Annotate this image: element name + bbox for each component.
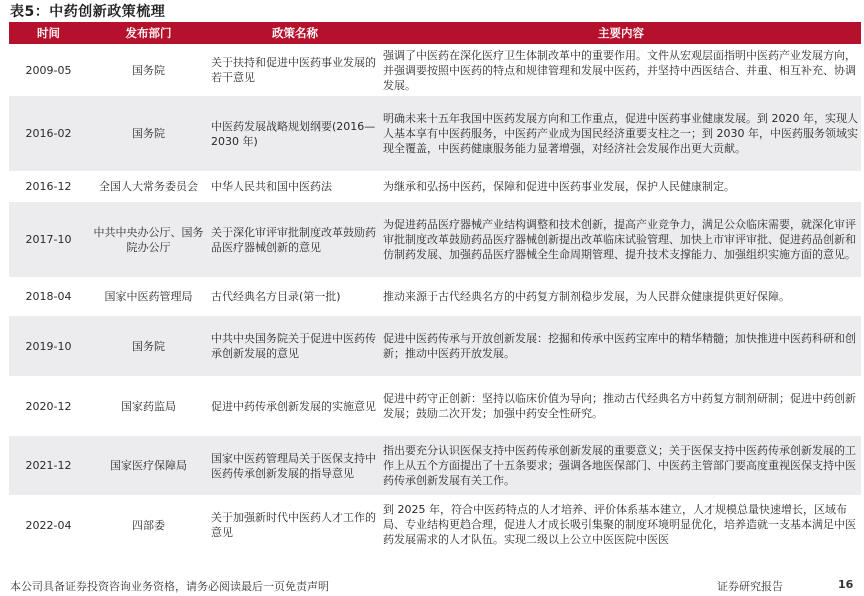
row-policy-name: 国家中医药管理局关于医保支持中医药传承创新发展的指导意见 <box>209 436 381 495</box>
footer-report-type: 证券研究报告 <box>717 580 783 593</box>
footer-disclaimer: 本公司具备证券投资咨询业务资格，请务必阅读最后一页免责声明 <box>10 580 329 593</box>
row-policy-name: 古代经典名方目录(第一批) <box>209 277 381 316</box>
row-policy-name: 中华人民共和国中医药法 <box>209 171 381 202</box>
row-content: 到 2025 年，符合中医药特点的人才培养、评价体系基本建立，人才规模总量快速增长，区域布局、专业结构更趋合理，促进人才成长吸引集聚的制度环境明显优化，培养造就一支基本满足中医药发展需求的人才队伍。实现二级以上公立中医医院中医医 <box>383 503 856 546</box>
row-department: 全国人大常务委员会 <box>88 171 209 202</box>
policy-table <box>9 22 861 555</box>
row-content: 明确未来十五年我国中医药发展方向和工作重点，促进中医药事业健康发展。到 2020 年，实现人人基本享有中医药服务，中医药产业成为国民经济重要支柱之一；到 2030 年，中医药服务领域实现全覆盖，中医药健康服务能力显著增强，对经济社会发展作出更大贡献。 <box>381 96 861 171</box>
row-department: 中共中央办公厅、国务院办公厅 <box>88 202 209 277</box>
row-date: 2022-04 <box>9 495 88 555</box>
table-row <box>9 96 861 171</box>
table-title: 表5：中药创新政策梳理 <box>10 4 166 20</box>
row-date: 2018-04 <box>9 277 88 316</box>
row-date: 2009-05 <box>9 44 88 96</box>
table-row <box>9 316 861 376</box>
header-date: 时间 <box>9 22 88 44</box>
row-department: 国家医疗保障局 <box>88 436 209 495</box>
row-date: 2021-12 <box>9 436 88 495</box>
row-date: 2019-10 <box>9 316 88 376</box>
header-department: 发布部门 <box>88 22 209 44</box>
row-department: 国务院 <box>88 96 209 171</box>
table-row <box>9 202 861 277</box>
row-content: 指出要充分认识医保支持中医药传承创新发展的重要意义；关于医保支持中医药传承创新发展的工作上从五个方面提出了十五条要求；强调各地医保部门、中医药主管部门要高度重视医保支持中医药传承创新发展有关工作。 <box>381 436 861 495</box>
table-row <box>9 44 861 96</box>
header-policy-name: 政策名称 <box>209 22 381 44</box>
table-header-row <box>9 22 861 44</box>
table-row <box>9 495 861 555</box>
row-content: 推动来源于古代经典名方的中药复方制剂稳步发展，为人民群众健康提供更好保障。 <box>381 277 861 316</box>
row-date: 2017-10 <box>9 202 88 277</box>
row-policy-name: 关于扶持和促进中医药事业发展的若干意见 <box>209 44 381 96</box>
row-content: 为继承和弘扬中医药，保障和促进中医药事业发展，保护人民健康制定。 <box>381 171 861 202</box>
table-row <box>9 436 861 495</box>
row-department: 国务院 <box>88 44 209 96</box>
row-date: 2020-12 <box>9 376 88 436</box>
row-policy-name: 关于深化审评审批制度改革鼓励药品医疗器械创新的意见 <box>209 202 381 277</box>
table-row <box>9 171 861 202</box>
row-policy-name: 中医药发展战略规划纲要(2016—2030 年) <box>209 96 381 171</box>
header-main-content: 主要内容 <box>381 22 861 44</box>
row-department: 国务院 <box>88 316 209 376</box>
row-policy-name: 促进中药传承创新发展的实施意见 <box>209 376 381 436</box>
table-row <box>9 277 861 316</box>
row-policy-name: 中共中央国务院关于促进中医药传承创新发展的意见 <box>209 316 381 376</box>
row-content: 促进中医药传承与开放创新发展：挖掘和传承中医药宝库中的精华精髓；加快推进中医药科研和创新；推动中医药开放发展。 <box>381 316 861 376</box>
row-content: 强调了中医药在深化医疗卫生体制改革中的重要作用。文件从宏观层面指明中医药产业发展方向，并强调要按照中医药的特点和规律管理和发展中医药，并坚持中西医结合、并重、相互补充、协调发展。 <box>381 44 861 96</box>
page-number: 16 <box>838 578 854 591</box>
row-department: 国家中医药管理局 <box>88 277 209 316</box>
row-content: 促进中药守正创新：坚持以临床价值为导向；推动古代经典名方中药复方制剂研制；促进中药创新发展；鼓励二次开发；加强中药安全性研究。 <box>381 376 861 436</box>
table-row <box>9 376 861 436</box>
row-policy-name: 关于加强新时代中医药人才工作的意见 <box>209 495 381 555</box>
row-content: 为促进药品医疗器械产业结构调整和技术创新，提高产业竞争力，满足公众临床需要，就深化审评审批制度改革鼓励药品医疗器械创新提出改革临床试验管理、加快上市审评审批、促进药品创新和仿制药发展、加强药品医疗器械全生命周期管理、提升技术支撑能力、加强组织实施方面的意见。 <box>381 202 861 277</box>
row-department: 国家药监局 <box>88 376 209 436</box>
row-date: 2016-02 <box>9 96 88 171</box>
row-department: 四部委 <box>88 495 209 555</box>
row-date: 2016-12 <box>9 171 88 202</box>
